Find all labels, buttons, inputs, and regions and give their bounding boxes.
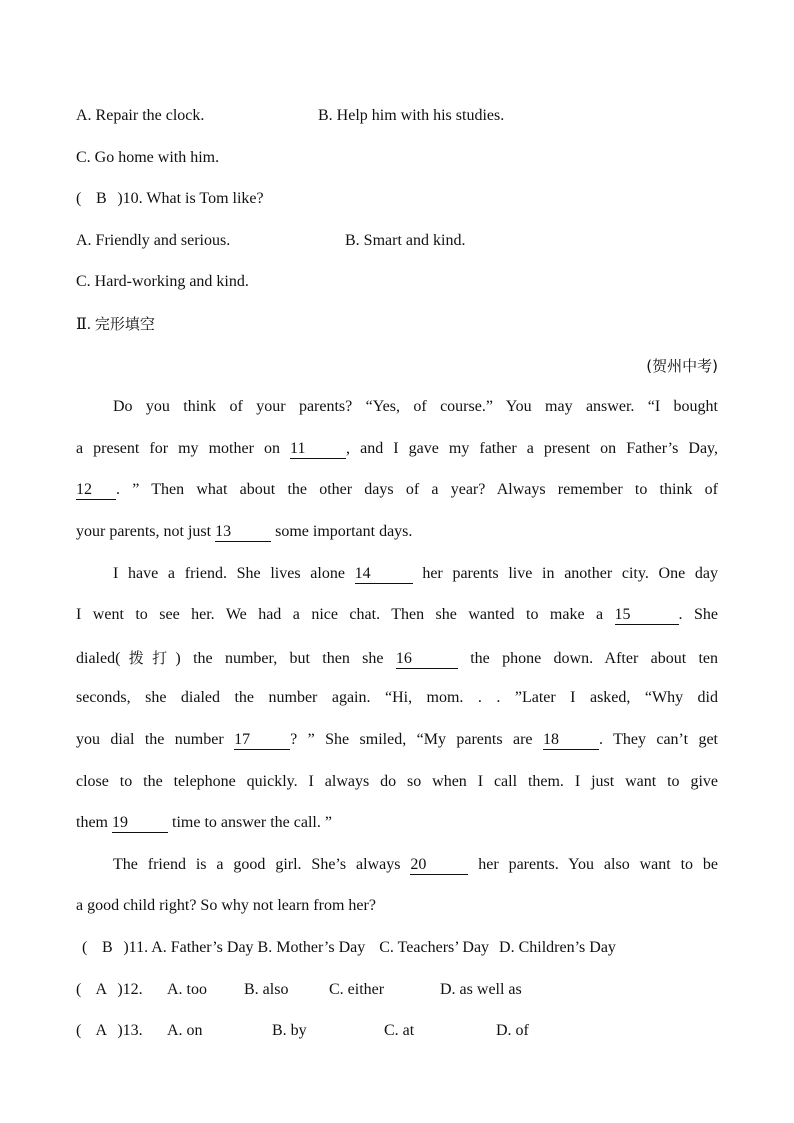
blank-20: 20 — [410, 856, 468, 875]
blank-11: 11 — [290, 440, 346, 459]
passage-line: I have a friend. She lives alone 14 her parents live in another city. One day — [113, 565, 719, 582]
blank-13: 13 — [215, 523, 271, 542]
q9-option-a: A. Repair the clock. — [76, 107, 205, 124]
blank-15: 15 — [615, 606, 679, 625]
q10-number: )10. — [117, 190, 143, 207]
option-d: D. as well as — [440, 981, 522, 998]
blank-14: 14 — [355, 565, 413, 584]
passage-line: 12 . ” Then what about the other days of a year? Always remember to think of — [76, 481, 718, 498]
q10-paren-open: ( — [76, 190, 82, 207]
section-source: (贺州中考) — [646, 357, 718, 375]
q10-answer: B — [95, 190, 107, 207]
passage-line: your parents, not just 13 some important days. — [76, 523, 413, 540]
option-b: B. by — [272, 1022, 307, 1039]
passage-line: a present for my mother on 11 , and I gave my father a present on Father’s Day, — [76, 440, 718, 457]
option-c: C. either — [329, 981, 385, 998]
option-a: A. too — [167, 981, 207, 998]
cjk-gloss: 拨打 — [120, 649, 176, 667]
q10-option-b: B. Smart and kind. — [345, 232, 466, 249]
blank-16: 16 — [396, 650, 458, 669]
passage-line: Do you think of your parents? “Yes, of course.” You may answer. “I bought — [113, 398, 718, 415]
blank-19: 19 — [112, 814, 168, 833]
answer-row-12: ( A )12. — [76, 981, 143, 998]
option-c: C. Teachers’ Day — [379, 939, 490, 956]
answer-key: B — [101, 939, 113, 956]
section-title: 完形填空 — [94, 315, 155, 333]
answer-row-13: ( A )13. — [76, 1022, 143, 1039]
q10-question-text: What is Tom like? — [146, 190, 264, 207]
answer-key: A — [95, 1022, 108, 1039]
option-c: C. at — [384, 1022, 415, 1039]
q10-question-line — [76, 189, 264, 209]
option-d: D. Children’s Day — [499, 939, 616, 956]
option-a: A. Father’s Day — [151, 939, 254, 956]
blank-12: 12 — [76, 481, 116, 500]
blank-17: 17 — [234, 731, 290, 750]
passage-line: seconds, she dialed the number again. “Hi, mom. . . ”Later I asked, “Why did — [76, 689, 718, 706]
option-b: B. Mother’s Day — [257, 939, 366, 956]
answer-row-11: ( B )11. A. Father’s Day B. Mother’s Day C. Teachers’ Day D. Children’s Day — [82, 939, 616, 956]
section-heading — [76, 314, 155, 335]
passage-line: The friend is a good girl. She’s always 20 her parents. You also want to be — [113, 856, 719, 873]
blank-18: 18 — [543, 731, 599, 750]
option-b: B. also — [244, 981, 289, 998]
passage-line: close to the telephone quickly. I always do so when I call them. I just want to give — [76, 773, 718, 790]
option-d: D. of — [496, 1022, 529, 1039]
passage-line: a good child right? So why not learn from her? — [76, 897, 376, 914]
q9-option-b: B. Help him with his studies. — [318, 107, 505, 124]
passage-line: dialed(拨打) the number, but then she 16 the phone down. After about ten — [76, 649, 719, 667]
passage-line: you dial the number 17 ? ” She smiled, “My parents are 18 . They can’t get — [76, 731, 719, 748]
option-a: A. on — [167, 1022, 203, 1039]
q9-option-c: C. Go home with him. — [76, 149, 220, 166]
section-numeral: Ⅱ. — [76, 316, 91, 333]
answer-key: A — [95, 981, 108, 998]
q10-option-a: A. Friendly and serious. — [76, 232, 231, 249]
q10-option-c: C. Hard-working and kind. — [76, 273, 249, 290]
passage-line: I went to see her. We had a nice chat. Then she wanted to make a 15 . She — [76, 606, 718, 623]
passage-line: them 19 time to answer the call. ” — [76, 814, 332, 831]
